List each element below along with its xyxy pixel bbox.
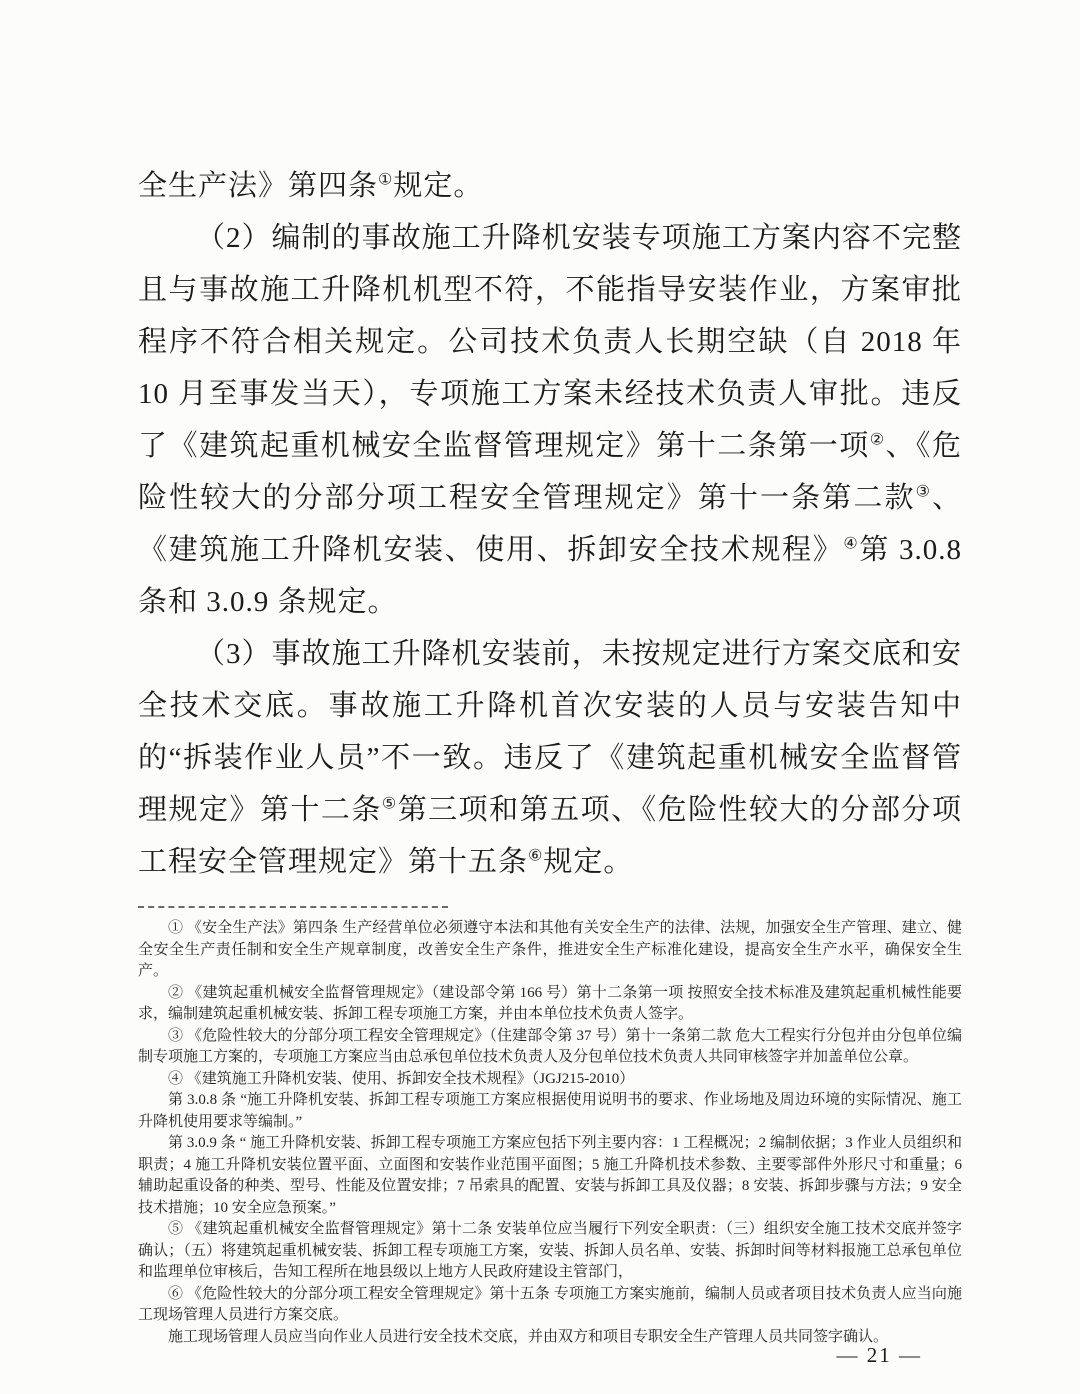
paragraph: （3）事故施工升降机安装前，未按规定进行方案交底和安全技术交底。事故施工升降机首次安装的人员与安装告知中的“拆装作业人员”不一致。违反了《建筑起重机械安全监督管理规定》第十二条⑤第三项和第五项、《危险性较大的分部分项工程安全管理规定》第十五条⑥规定。 xyxy=(138,638,962,878)
main-text xyxy=(138,160,962,888)
footnote: ① 《安全生产法》第四条 生产经营单位必须遵守本法和其他有关安全生产的法律、法规，加强安全生产管理、建立、健全安全生产责任制和安全生产规章制度，改善安全生产条件，推进安全生产标准化建设，提高安全生产水平，确保安全生产。 xyxy=(138,920,962,979)
footnote: ④ 《建筑施工升降机安装、使用、拆卸安全技术规程》（JGJ215-2010） xyxy=(168,1070,635,1087)
paragraph: 全生产法》第四条①规定。 xyxy=(138,170,484,202)
page-number: — 21 — xyxy=(836,1343,922,1367)
footnote-ref: ② xyxy=(869,431,886,449)
footnote-ref: ③ xyxy=(915,483,932,501)
paragraph: （2）编制的事故施工升降机安装专项施工方案内容不完整且与事故施工升降机机型不符，不能指导安装作业，方案审批程序不符合相关规定。公司技术负责人长期空缺（自 2018 年 10 月至事发当天），专项施工方案未经技术负责人审批。违反了《建筑起重机械安全监督管理规定》第十二条第一项②、《危险性较大的分部分项工程安全管理规定》第十一条第二款③、《建筑施工升降机安装、使用、拆卸安全技术规程》④第 3.0.8 条和 3.0.9 条规定。 xyxy=(138,222,962,618)
footnote: ⑥ 《危险性较大的分部分项工程安全管理规定》第十五条 专项施工方案实施前，编制人员或者项目技术负责人应当向施工现场管理人员进行方案交底。 xyxy=(138,1285,962,1323)
page-content xyxy=(138,160,962,1348)
footnote: ② 《建筑起重机械安全监督管理规定》（建设部令第 166 号）第十二条第一项 按照安全技术标准及建筑起重机械性能要求，编制建筑起重机械安装、拆卸工程专项施工方案，并由本单位技术负责人签字。 xyxy=(138,984,962,1022)
footnote-ref: ⑤ xyxy=(381,795,398,813)
footnote: 第 3.0.8 条 “施工升降机安装、拆卸工程专项施工方案应根据使用说明书的要求、作业场地及周边环境的实际情况、施工升降机使用要求等编制。” xyxy=(138,1092,962,1130)
footnote: 施工现场管理人员应当向作业人员进行安全技术交底，并由双方和项目专职安全生产管理人员共同签字确认。 xyxy=(168,1328,889,1345)
footnote: ③ 《危险性较大的分部分项工程安全管理规定》（住建部令第 37 号）第十一条第二款 危大工程实行分包并由分包单位编制专项施工方案的，专项施工方案应当由总承包单位技术负责人及分包单位技术负责人共同审核签字并加盖单位公章。 xyxy=(138,1027,962,1065)
footnote-separator xyxy=(138,906,448,908)
footnote-ref: ④ xyxy=(843,535,860,553)
footnotes xyxy=(138,918,962,1348)
footnote: ⑤ 《建筑起重机械安全监督管理规定》第十二条 安装单位应当履行下列安全职责：（三）组织安全施工技术交底并签字确认；（五）将建筑起重机械安装、拆卸工程专项施工方案，安装、拆卸人员名单、安装、拆卸时间等材料报施工总承包单位和监理单位审核后，告知工程所在地县级以上地方人民政府建设主管部门， xyxy=(138,1221,962,1280)
footnote-ref: ⑥ xyxy=(528,847,544,865)
footnote-ref: ① xyxy=(378,171,394,189)
footnote: 第 3.0.9 条 “ 施工升降机安装、拆卸工程专项施工方案应包括下列主要内容：1 工程概况；2 编制依据；3 作业人员组织和职责；4 施工升降机安装位置平面、立面图和安装作业范围平面图；5 施工升降机技术参数、主要零部件外形尺寸和重量；6 辅助起重设备的种类、型号、性能及位置安排；7 吊索具的配置、安装与拆卸工具及仪器；8 安装、拆卸步骤与方法；9 安全技术措施；10 安全应急预案。” xyxy=(138,1135,962,1216)
